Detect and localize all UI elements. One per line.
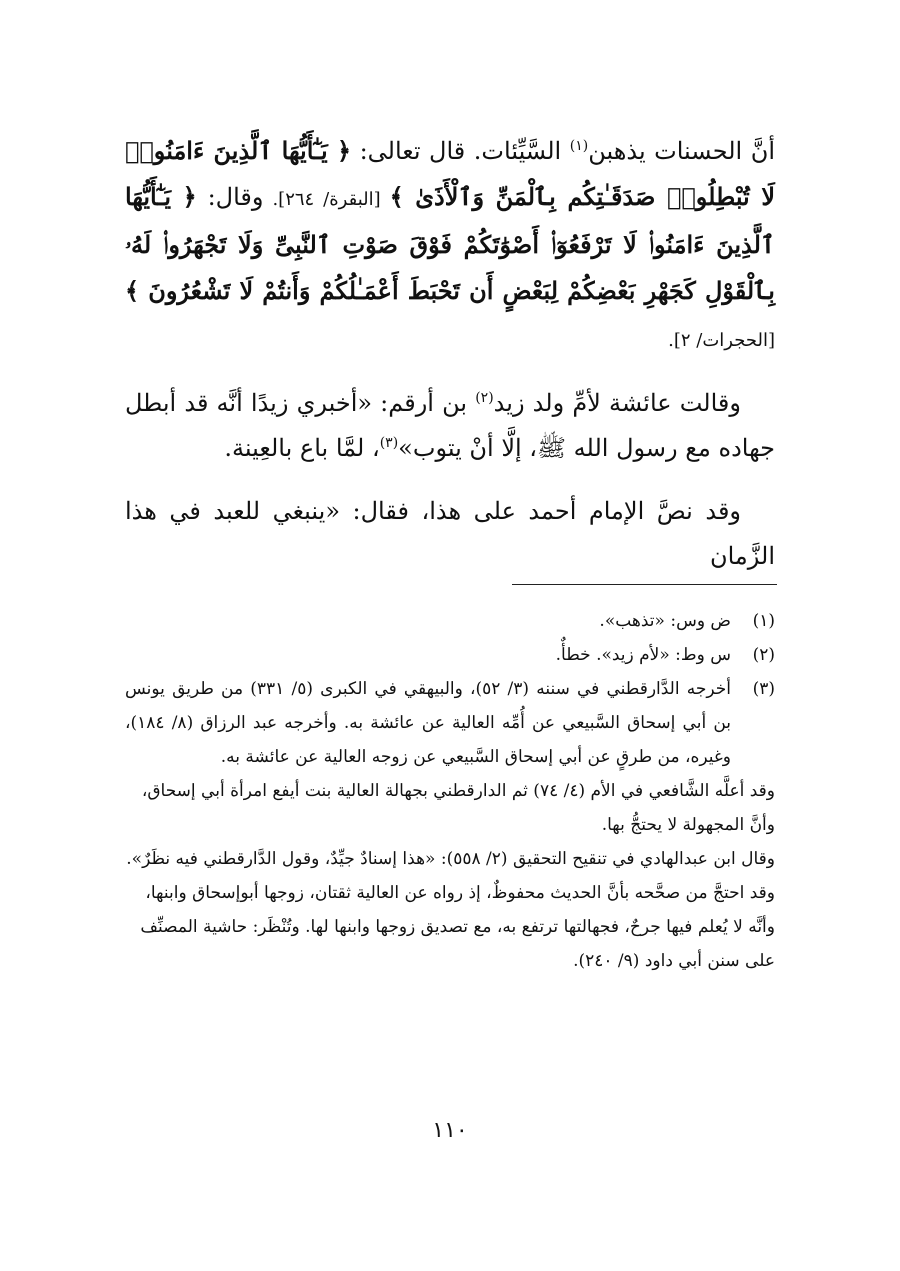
footnote-continuation-2: وقال ابن عبدالهادي في تنقيح التحقيق (٢/ ٥٥٨): «هذا إسنادٌ جيِّدٌ، وقول الدَّارقطني فيه نظَرٌ». وقد احتجَّ من صحَّحه بأنَّ الحديث محفوظٌ، إذ رواه عن العالية ثقتان، زوجها أبوإسحاق وابنها، وأنَّه لا يُعلم فيها جرحٌ، فجهالتها ترتفع به، مع تصديق زوجها وابنها لها. وتُنْظَر: حاشية المصنِّف على سنن أبي داود (٩/ ٢٤٠).: [126, 849, 775, 971]
footnote-number: (٣): [752, 679, 775, 699]
paragraph-3: [125, 489, 775, 579]
p1-text-3: وقال:: [196, 183, 264, 211]
page-number: ١١٠: [432, 1118, 468, 1143]
p2-text-1: وقالت عائشة لأمِّ ولد زيد: [493, 389, 741, 417]
verse-reference-2: [الحجرات/ ٢].: [668, 330, 775, 351]
verse-reference-1: [البقرة/ ٢٦٤].: [263, 189, 390, 210]
footnote-ref-3: (٣): [379, 435, 399, 451]
paragraph-2: [125, 381, 775, 471]
footnote-ref-1: (١): [569, 138, 589, 154]
footnote-text: أخرجه الدَّارقطني في سننه (٣/ ٥٢)، والبيهقي في الكبرى (٥/ ٣٣١) من طريق يونس بن أبي إسحاق السَّبيعي عن أُمِّه العالية عن عائشة به. وأخرجه عبد الرزاق (٨/ ١٨٤)، وغيره، من طرقٍ عن أبي إسحاق السَّبيعي عن زوجه العالية عن عائشة به.: [125, 679, 731, 767]
footnotes: [125, 604, 775, 978]
p2-text-2: بن أرقم: «أخبري زيدًا أنَّه قد أبطل جهاده مع رسول الله ﷺ، إلَّا أنْ يتوب»: [125, 389, 775, 462]
footnote-3: [125, 672, 775, 774]
footnote-ref-2: (٢): [475, 390, 494, 406]
quran-verse-2: ﴿ يَـٰٓأَيُّهَا ٱلَّذِينَ ءَامَنُوا۟ لَا تَرْفَعُوٓا۟ أَصْوَٰتَكُمْ فَوْقَ صَوْتِ ٱلنَّبِىِّ وَلَا تَجْهَرُوا۟ لَهُۥ بِٱلْقَوْلِ كَجَهْرِ بَعْضِكُمْ لِبَعْضٍ أَن تَحْبَطَ أَعْمَـٰلُكُمْ وَأَنتُمْ لَا تَشْعُرُونَ ﴾: [125, 182, 775, 305]
p1-text-2: السَّيِّئات. قال تعالى:: [351, 137, 570, 165]
footnote-text: س وط: «لأم زيد». خطأٌ.: [555, 645, 731, 665]
main-text: [125, 128, 775, 597]
p3-text: وقد نصَّ الإمام أحمد على هذا، فقال: «ينبغي للعبد في هذا الزَّمان: [125, 497, 775, 570]
footnote-1: [125, 604, 775, 638]
footnote-continuation-1: وقد أعلَّه الشَّافعي في الأم (٤/ ٧٤) ثم الدارقطني بجهالة العالية بنت أيفع امرأة أبي إسحاق، وأنَّ المجهولة لا يحتجُّ بها.: [141, 781, 775, 835]
quran-verse-1: ﴿ يَـٰٓأَيُّهَا ٱلَّذِينَ ءَامَنُوا۟ لَا تُبْطِلُوا۟ صَدَقَـٰتِكُم بِٱلْمَنِّ وَٱلْأَذَىٰ ﴾: [125, 136, 776, 211]
p1-text-1: أنَّ الحسنات يذهبن: [588, 137, 775, 165]
footnote-number: (١): [752, 611, 775, 631]
footnote-separator: [512, 584, 777, 585]
paragraph-1: [125, 128, 775, 363]
footnote-text: ض وس: «تذهب».: [599, 611, 731, 631]
footnote-number: (٢): [752, 645, 775, 665]
p2-text-3: ، لمَّا باع بالعِينة.: [224, 434, 380, 462]
footnote-2: [125, 638, 775, 672]
